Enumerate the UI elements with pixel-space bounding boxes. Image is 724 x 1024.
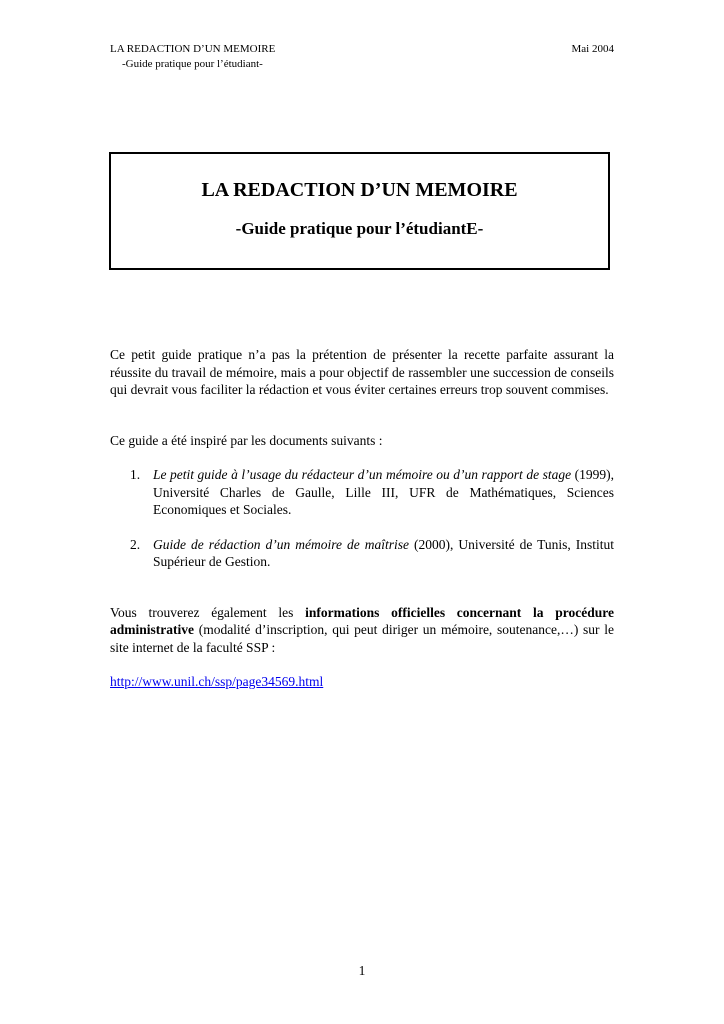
source-text xyxy=(153,466,614,519)
official-info-after: (modalité d’inscription, qui peut diriger un mémoire, soutenance,…) sur le site internet de la faculté SSP : xyxy=(110,622,614,655)
running-header-row xyxy=(110,42,614,57)
document-subtitle: -Guide pratique pour l’étudiantE- xyxy=(235,219,484,238)
sources-list-wrapper xyxy=(110,466,614,571)
official-info-paragraph xyxy=(110,604,614,657)
document-title: LA REDACTION D’UN MEMOIRE xyxy=(201,179,518,201)
source-item-2 xyxy=(130,536,614,571)
sources-intro-paragraph: Ce guide a été inspiré par les documents suivants : xyxy=(110,432,383,448)
running-header-date: Mai 2004 xyxy=(571,43,614,55)
document-body xyxy=(110,346,614,691)
page-number: 1 xyxy=(358,963,366,978)
intro-paragraph: Ce petit guide pratique n’a pas la prétention de présenter la recette parfaite assurant la réussite du travail de mémoire, mais a pour objectif de rassembler une succession de conseils qui devrait vous faciliter la rédaction et vous éviter certaines erreurs trop souvent commises. xyxy=(110,347,614,397)
official-info-before: Vous trouverez également les xyxy=(110,604,306,620)
title-box xyxy=(109,152,610,270)
source-details: (1999), Université Charles de Gaulle, Lille III, UFR de Mathématiques, Sciences Economiques et Sociales. xyxy=(153,467,614,517)
source-number: 1. xyxy=(130,467,141,482)
official-info-bold: informations officielles concernant la procédure administrative xyxy=(110,604,614,637)
source-title: Le petit guide à l’usage du rédacteur d’un mémoire ou d’un rapport de stage xyxy=(153,467,572,482)
source-title: Guide de rédaction d’un mémoire de maîtrise xyxy=(153,536,409,552)
source-details: (2000), Université de Tunis, Institut Supérieur de Gestion. xyxy=(153,536,614,569)
source-number: 2. xyxy=(130,536,141,552)
link-paragraph xyxy=(110,673,614,691)
running-header xyxy=(110,42,614,72)
running-header-title: LA REDACTION D’UN MEMOIRE xyxy=(110,43,276,55)
sources-list xyxy=(110,466,614,571)
source-text xyxy=(153,536,614,571)
faculty-website-link[interactable]: http://www.unil.ch/ssp/page34569.html xyxy=(110,674,324,689)
source-item-1 xyxy=(130,466,614,519)
running-header-subtitle: -Guide pratique pour l’étudiant- xyxy=(122,58,263,70)
